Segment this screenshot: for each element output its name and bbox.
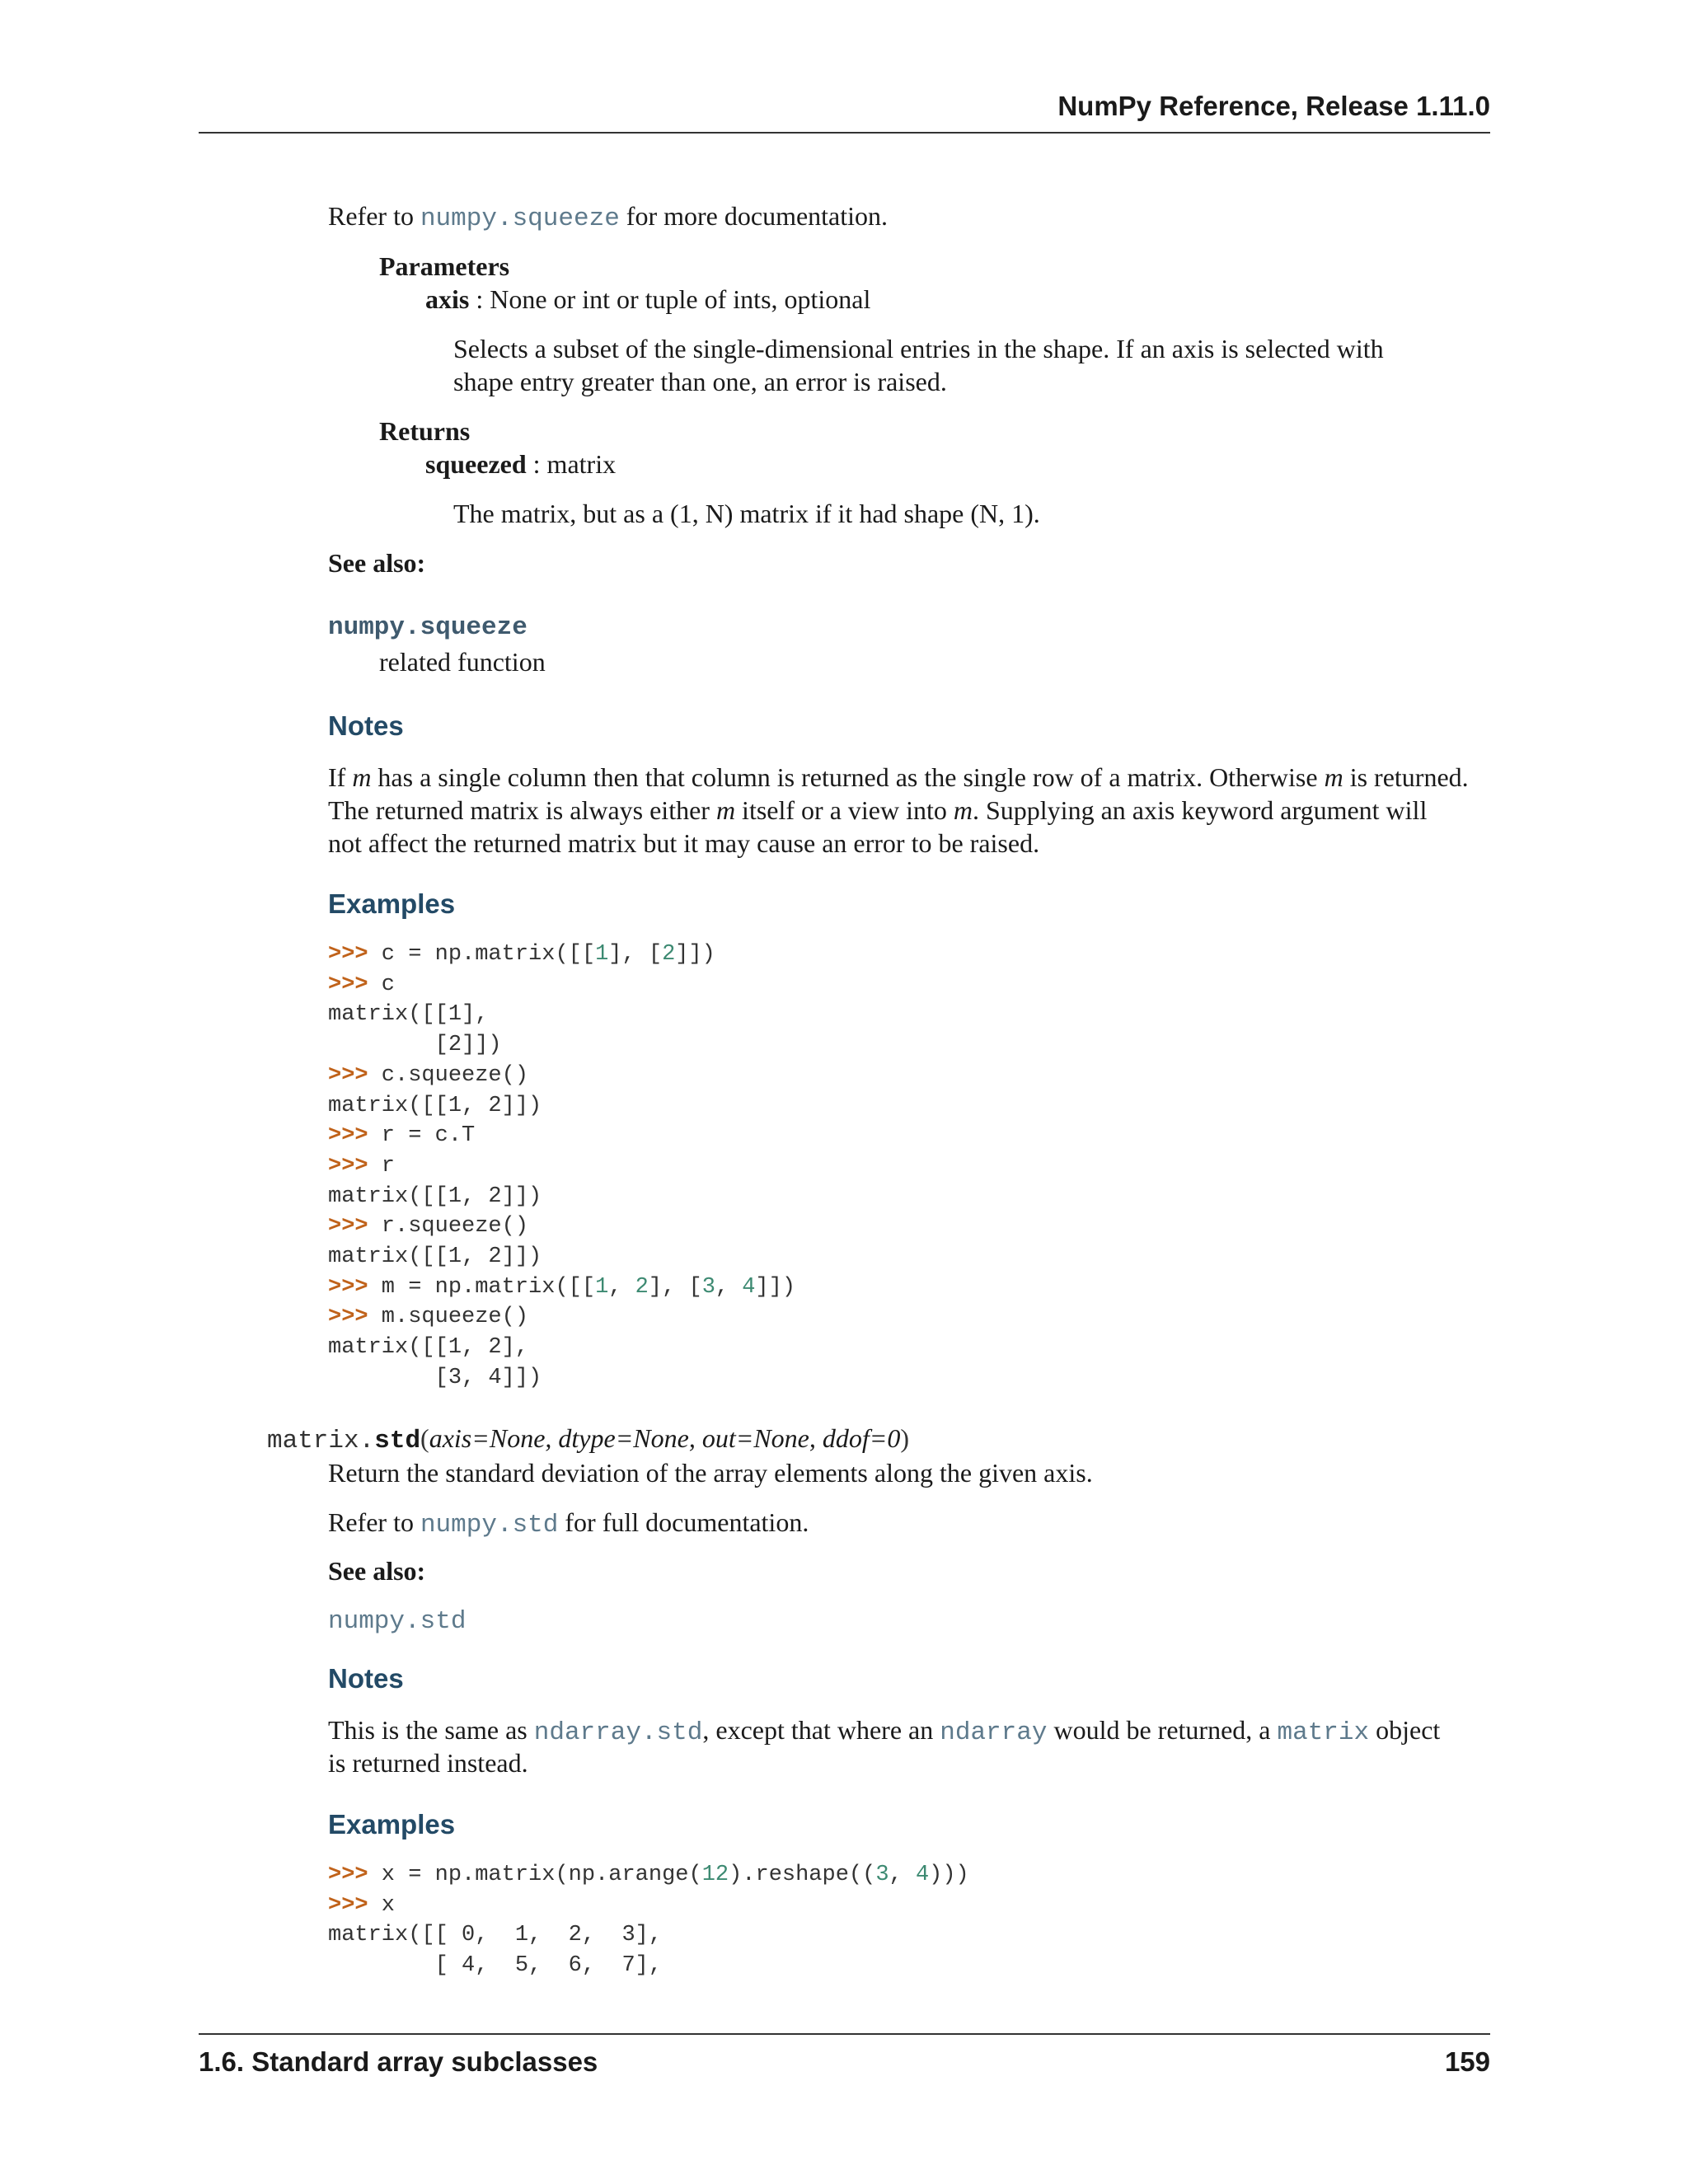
return-desc: The matrix, but as a (1, N) matrix if it had shape (N, 1). <box>453 499 1040 528</box>
param-name: axis <box>425 284 470 314</box>
code-block-squeeze: >>> c = np.matrix([[1], [2]]) >>> c matrix([[1], [2]]) >>> c.squeeze() matrix([[1, 2]]) >>> r = c.T >>> r matrix([[1, 2]]) >>> r.squeeze() matrix([[1, 2]]) >>> m = np.matrix([[1, 2], [3, 4]]) >>> m.squeeze() matrix([[1, 2], [3, 4]]) <box>328 942 796 1390</box>
std-notes-mid-2: would be returned, a <box>1053 1715 1271 1745</box>
examples-heading: Examples <box>328 888 456 919</box>
method-signature-std[interactable]: matrix.std(axis=None, dtype=None, out=None, ddof=0) <box>267 1423 909 1455</box>
std-examples-heading: Examples <box>328 1809 456 1840</box>
std-refer-line <box>328 1506 809 1542</box>
numpy-squeeze-link[interactable]: numpy.squeeze <box>420 204 620 233</box>
refer-suffix: for more documentation. <box>626 201 889 231</box>
std-notes-mid: , except that where an <box>702 1715 934 1745</box>
std-see-also-entry <box>328 1607 466 1636</box>
return-squeezed <box>425 448 616 480</box>
std-notes-prefix: This is the same as <box>328 1715 528 1745</box>
page-number: 159 <box>1444 2046 1490 2077</box>
notes-heading: Notes <box>328 710 404 741</box>
refer-line <box>328 199 888 236</box>
ndarray-std-link[interactable]: ndarray.std <box>533 1718 703 1747</box>
std-refer-suffix: for full documentation. <box>565 1507 809 1537</box>
return-name: squeezed <box>425 449 527 479</box>
returns-label: Returns <box>379 416 471 446</box>
see-also-numpy-squeeze-link[interactable]: numpy.squeeze <box>328 613 528 642</box>
param-type: : None or int or tuple of ints, optional <box>469 284 871 314</box>
std-notes-heading: Notes <box>328 1663 404 1694</box>
std-notes-line-2: is returned instead. <box>328 1748 528 1778</box>
ndarray-link[interactable]: ndarray <box>940 1718 1048 1747</box>
running-header: NumPy Reference, Release 1.11.0 <box>199 91 1490 134</box>
see-also-entry <box>328 613 528 642</box>
see-also-label: See also: <box>328 548 426 578</box>
param-desc-line-2: shape entry greater than one, an error is raised. <box>453 367 947 396</box>
notes-line-3: not affect the returned matrix but it may cause an error to be raised. <box>328 828 1040 858</box>
sig-method: std <box>374 1427 421 1455</box>
std-see-also-label: See also: <box>328 1556 426 1586</box>
code-block-std: >>> x = np.matrix(np.arange(12).reshape((3, 4))) >>> x matrix([[ 0, 1, 2, 3], [ 4, 5, 6, 7], <box>328 1863 969 1979</box>
refer-prefix: Refer to <box>328 201 414 231</box>
footer-section: 1.6. Standard array subclasses <box>199 2046 598 2077</box>
notes-line-2: The returned matrix is always either m itself or a view into m. Supplying an axis keyword argument will <box>328 795 1428 825</box>
sig-args: axis=None, dtype=None, out=None, ddof=0 <box>429 1423 901 1453</box>
matrix-link[interactable]: matrix <box>1277 1718 1370 1747</box>
return-type: : matrix <box>526 449 617 479</box>
running-footer <box>199 2033 1490 2078</box>
numpy-std-link[interactable]: numpy.std <box>420 1511 559 1540</box>
param-desc-line-1: Selects a subset of the single-dimensional entries in the shape. If an axis is selected with <box>453 334 1384 363</box>
sig-class: matrix. <box>267 1427 375 1455</box>
notes-line-1: If m has a single column then that column is returned as the single row of a matrix. Otherwise m is returned. <box>328 762 1469 792</box>
see-also-desc: related function <box>379 647 546 677</box>
std-notes-line-1 <box>328 1713 1490 1750</box>
param-axis <box>425 283 870 316</box>
std-notes-suffix: object <box>1376 1715 1441 1745</box>
std-summary: Return the standard deviation of the array elements along the given axis. <box>328 1458 1093 1488</box>
parameters-label: Parameters <box>379 251 510 281</box>
std-refer-prefix: Refer to <box>328 1507 414 1537</box>
std-see-also-numpy-std-link[interactable]: numpy.std <box>328 1607 467 1636</box>
